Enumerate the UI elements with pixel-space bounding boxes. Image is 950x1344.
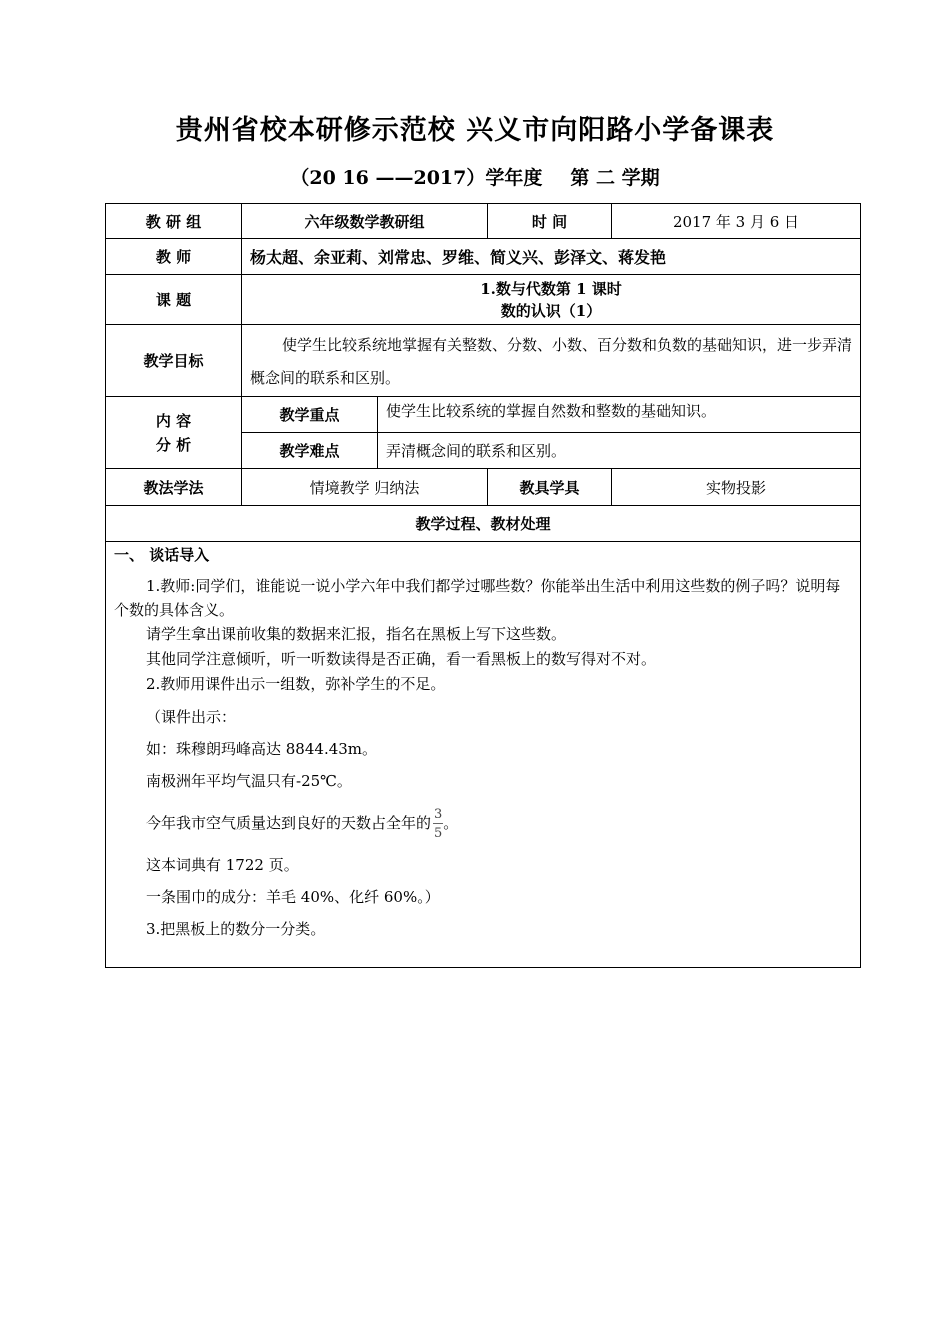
lesson-plan-table	[105, 203, 861, 968]
process-paragraph: 这本词典有 1722 页。	[146, 856, 299, 874]
process-paragraph: 如：珠穆朗玛峰高达 8844.43m。	[146, 740, 378, 758]
group-label: 教 研 组	[106, 204, 242, 239]
process-paragraph: 南极洲年平均气温只有-25℃。	[146, 772, 352, 790]
process-paragraph: 2.教师用课件出示一组数，弥补学生的不足。	[146, 675, 446, 693]
fraction-numerator: 3	[434, 807, 443, 822]
topic-line-2: 数的认识（1）	[500, 301, 602, 320]
page-title: 贵州省校本研修示范校 兴义市向阳路小学备课表	[175, 115, 775, 146]
difficulty-label: 教学难点	[242, 433, 378, 469]
topic-line-1: 1.数与代数第 1 课时	[480, 279, 622, 298]
year-range: （20 16 ——2017）学年度	[290, 167, 543, 189]
process-paragraph: 1.教师:同学们，谁能说一说小学六年中我们都学过哪些数？你能举出生活中利用这些数的例子吗？说明每个数的具体含义。	[114, 577, 841, 619]
teaching-process	[106, 542, 861, 968]
key-point-label: 教学重点	[242, 397, 378, 433]
content-label-line-2: 分 析	[155, 435, 192, 454]
fraction-denominator: 5	[434, 826, 443, 841]
process-paragraph: （课件出示：	[146, 708, 237, 726]
fraction-sentence: 今年我市空气质量达到良好的天数占全年的	[146, 814, 432, 832]
time-value: 2017 年 3 月 6 日	[612, 204, 861, 239]
method-label: 教法学法	[106, 469, 242, 506]
content-label-line-1: 内 容	[155, 411, 192, 430]
objective-label: 教学目标	[106, 325, 242, 397]
key-point-value: 使学生比较系统的掌握自然数和整数的基础知识。	[378, 397, 861, 433]
process-paragraph: 其他同学注意倾听，听一听数读得是否正确，看一看黑板上的数写得对不对。	[146, 650, 657, 668]
semester: 第 二 学期	[570, 167, 660, 189]
process-paragraph: 请学生拿出课前收集的数据来汇报，指名在黑板上写下这些数。	[146, 625, 567, 643]
process-paragraph: 3.把黑板上的数分一分类。	[146, 920, 326, 938]
time-label: 时 间	[488, 204, 612, 239]
fraction	[433, 808, 443, 840]
fraction-sentence-end: 。	[443, 814, 459, 832]
content-analysis-label	[106, 397, 242, 469]
section-heading: 一、 谈话导入	[114, 546, 210, 564]
process-paragraph: 一条围巾的成分：羊毛 40%、化纤 60%。）	[146, 888, 440, 906]
teacher-value: 杨太超、余亚莉、刘常忠、罗维、简义兴、彭泽文、蒋发艳	[242, 239, 861, 275]
school-year	[0, 163, 950, 190]
method-value: 情境教学 归纳法	[242, 469, 488, 506]
topic-label: 课 题	[106, 275, 242, 325]
topic-value	[242, 275, 861, 325]
teacher-label: 教 师	[106, 239, 242, 275]
objective-value: 使学生比较系统地掌握有关整数、分数、小数、百分数和负数的基础知识，进一步弄清概念间的联系和区别。	[242, 325, 861, 397]
process-label: 教学过程、教材处理	[106, 506, 861, 542]
difficulty-value: 弄清概念间的联系和区别。	[378, 433, 861, 469]
tools-label: 教具学具	[488, 469, 612, 506]
process-paragraph-fraction	[114, 797, 852, 849]
group-value: 六年级数学教研组	[242, 204, 488, 239]
tools-value: 实物投影	[612, 469, 861, 506]
